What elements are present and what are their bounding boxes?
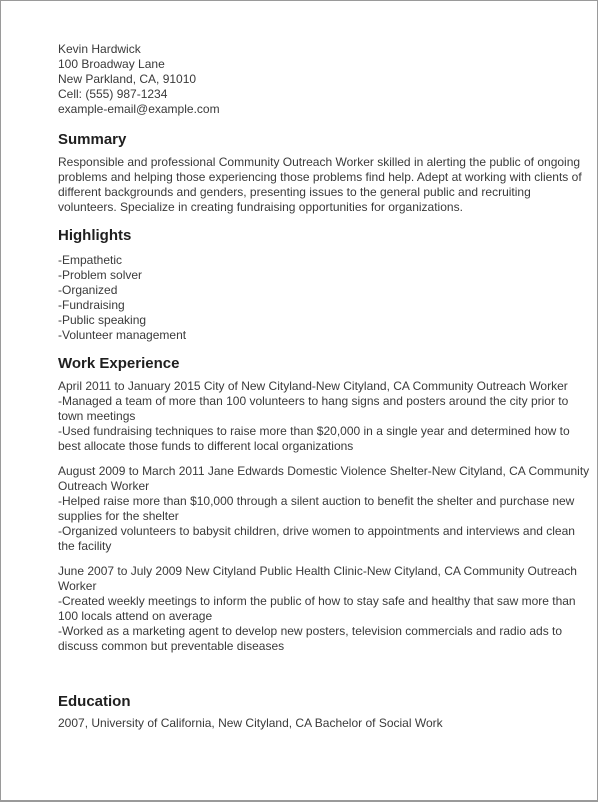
job-title-line: August 2009 to March 2011 Jane Edwards Domestic Violence Shelter-New Cityland, CA Community Outreach Worker <box>58 464 590 493</box>
job-title-line: April 2011 to January 2015 City of New Cityland-New Cityland, CA Community Outreach Worker <box>58 379 568 393</box>
highlight-item: -Fundraising <box>58 298 125 312</box>
summary-text: Responsible and professional Community Outreach Worker skilled in alerting the public of ongoing problems and helping those experiencing those problems find help. Adept at working with clients of different backgrounds and genders, presenting issues to the general public and recruiting volunteers. Specialize in creating fundraising opportunities for organizations. <box>58 155 582 214</box>
job-entry <box>58 564 591 654</box>
highlight-item: -Organized <box>58 283 118 297</box>
contact-email: example-email@example.com <box>58 102 220 116</box>
job-bullet: -Organized volunteers to babysit children, drive women to appointments and interviews and clean the facility <box>58 524 575 553</box>
contact-block <box>58 42 591 117</box>
highlights-heading: Highlights <box>58 227 132 244</box>
job-bullet: -Created weekly meetings to inform the public of how to stay safe and healthy that saw more than 100 locals attend on average <box>58 594 576 623</box>
job-bullet: -Worked as a marketing agent to develop new posters, television commercials and radio ads to discuss common but preventable diseases <box>58 624 563 653</box>
highlight-item: -Volunteer management <box>58 328 187 342</box>
job-entry <box>58 464 591 554</box>
job-title-line: June 2007 to July 2009 New Cityland Public Health Clinic-New Cityland, CA Community Outreach Worker <box>58 564 577 593</box>
contact-name: Kevin Hardwick <box>58 42 141 56</box>
job-bullet: -Helped raise more than $10,000 through a silent auction to benefit the shelter and purchase new supplies for the shelter <box>58 494 575 523</box>
education-heading: Education <box>58 693 131 710</box>
highlight-item: -Problem solver <box>58 268 143 282</box>
highlights-list <box>58 253 591 343</box>
work-experience-heading: Work Experience <box>58 355 180 372</box>
contact-city: New Parkland, CA, 91010 <box>58 72 197 86</box>
summary-heading: Summary <box>58 131 127 148</box>
job-bullet: -Managed a team of more than 100 volunteers to hang signs and posters around the city prior to town meetings <box>58 394 569 423</box>
highlight-item: -Public speaking <box>58 313 147 327</box>
job-entry <box>58 379 591 454</box>
job-bullet: -Used fundraising techniques to raise more than $20,000 in a single year and determined how to best allocate those funds to different local organizations <box>58 424 570 453</box>
contact-street: 100 Broadway Lane <box>58 57 165 71</box>
education-text: 2007, University of California, New Cityland, CA Bachelor of Social Work <box>58 716 443 730</box>
highlight-item: -Empathetic <box>58 253 123 267</box>
work-experience-list <box>58 379 591 654</box>
contact-phone: Cell: (555) 987-1234 <box>58 87 168 101</box>
resume-content <box>58 42 591 731</box>
